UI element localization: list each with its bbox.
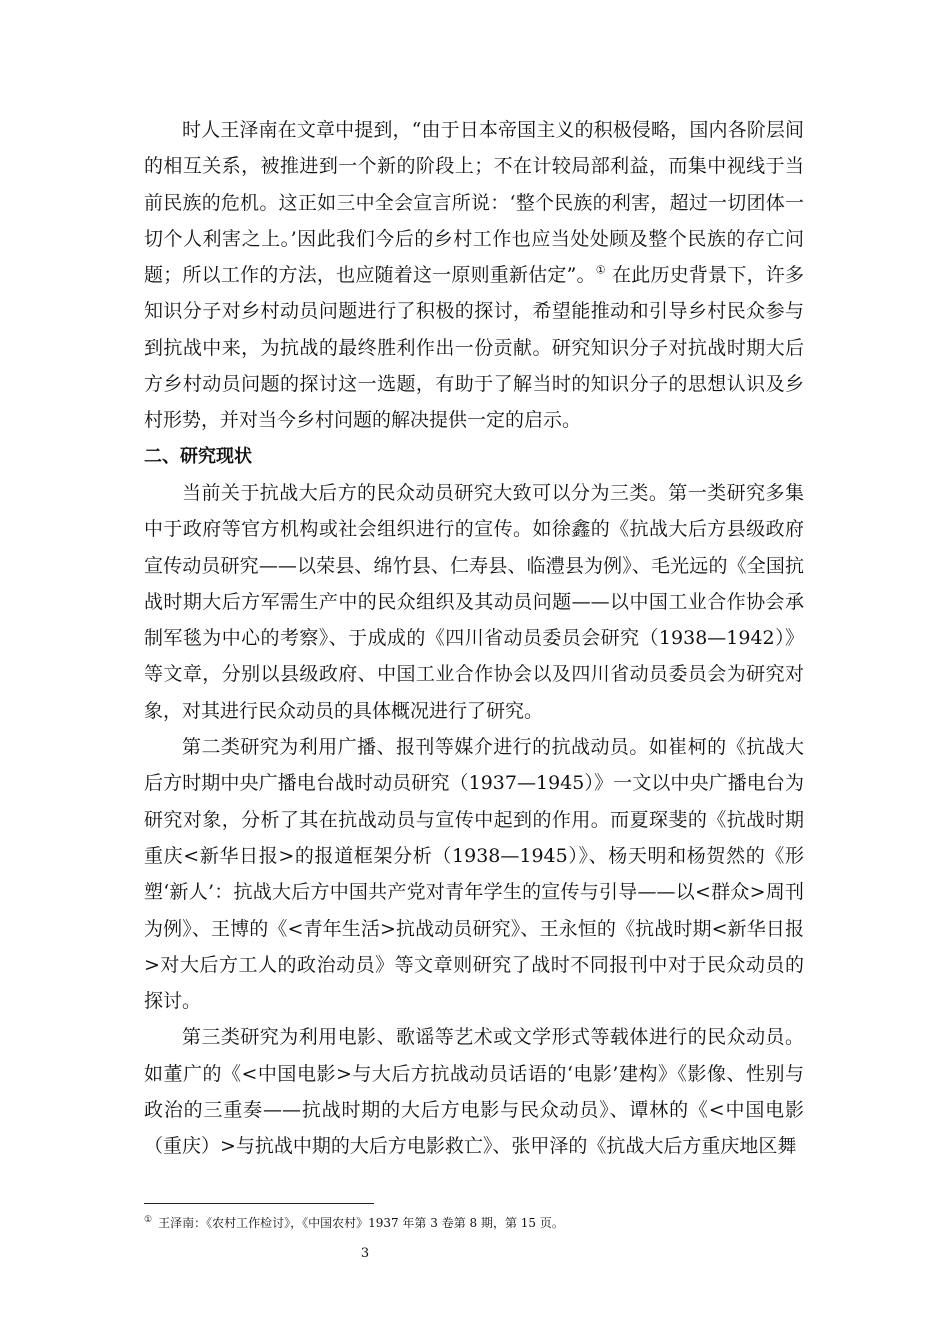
footnote-reference[interactable]: ① [595, 263, 606, 277]
section-heading: 二、研究现状 [144, 445, 252, 467]
body-text [144, 112, 804, 1165]
footnote-text: 王泽南：《农村工作检讨》，《中国农村》1937 年第 3 卷第 8 期，第 15 页。 [158, 1216, 564, 1230]
footnote-divider [144, 1203, 374, 1204]
page-number: 3 [360, 1246, 370, 1261]
footnote [144, 1210, 804, 1233]
paragraph-4: 第三类研究为利用电影、歌谣等艺术或文学形式等载体进行的民众动员。如董广的《<中国电影>与大后方抗战动员话语的‘电影’建构》《影像、性别与政治的三重奏——抗战时期的大后方电影与民众动员》、谭林的《<中国电影（重庆）>与抗战中期的大后方电影救亡》、张甲泽的《抗战大后方重庆地区舞 [144, 1026, 804, 1158]
footnote-mark: ① [144, 1215, 153, 1225]
paragraph-1 [144, 112, 804, 439]
paragraph-2: 当前关于抗战大后方的民众动员研究大致可以分为三类。第一类研究多集中于政府等官方机构或社会组织进行的宣传。如徐鑫的《抗战大后方县级政府宣传动员研究——以荣县、绵竹县、仁寿县、临澧县为例》、毛光远的《全国抗战时期大后方军需生产中的民众组织及其动员问题——以中国工业合作协会承制军毯为中心的考察》、于成成的《四川省动员委员会研究（1938—1942）》等文章，分别以县级政府、中国工业合作协会以及四川省动员委员会为研究对象，对其进行民众动员的具体概况进行了研究。 [144, 481, 804, 722]
paragraph-1-text-continued: 在此历史背景下，许多知识分子对乡村动员问题进行了积极的探讨，希望能推动和引导乡村民众参与到抗战中来，为抗战的最终胜利作出一份贡献。研究知识分子对抗战时期大后方乡村动员问题的探讨这一选题，有助于了解当时的知识分子的思想认识及乡村形势，并对当今乡村问题的解决提供一定的启示。 [144, 264, 804, 432]
paragraph-3: 第二类研究为利用广播、报刊等媒介进行的抗战动员。如崔柯的《抗战大后方时期中央广播电台战时动员研究（1937—1945）》一文以中央广播电台为研究对象，分析了其在抗战动员与宣传中起到的作用。而夏琛斐的《抗战时期重庆<新华日报>的报道框架分析（1938—1945）》、杨天明和杨贺然的《形塑‘新人’：抗战大后方中国共产党对青年学生的宣传与引导——以<群众>周刊为例》、王博的《<青年生活>抗战动员研究》、王永恒的《抗战时期<新华日报>对大后方工人的政治动员》等文章则研究了战时不同报刊中对于民众动员的探讨。 [144, 736, 804, 1013]
paragraph-1-text: 时人王泽南在文章中提到，“由于日本帝国主义的积极侵略，国内各阶层间的相互关系，被推进到一个新的阶段上；不在计较局部利益，而集中视线于当前民族的危机。这正如三中全会宣言所说：‘整个民族的利害，超过一切团体一切个人利害之上。’因此我们今后的乡村工作也应当处处顾及整个民族的存亡问题；所以工作的方法，也应随着这一原则重新估定”。 [144, 119, 804, 287]
